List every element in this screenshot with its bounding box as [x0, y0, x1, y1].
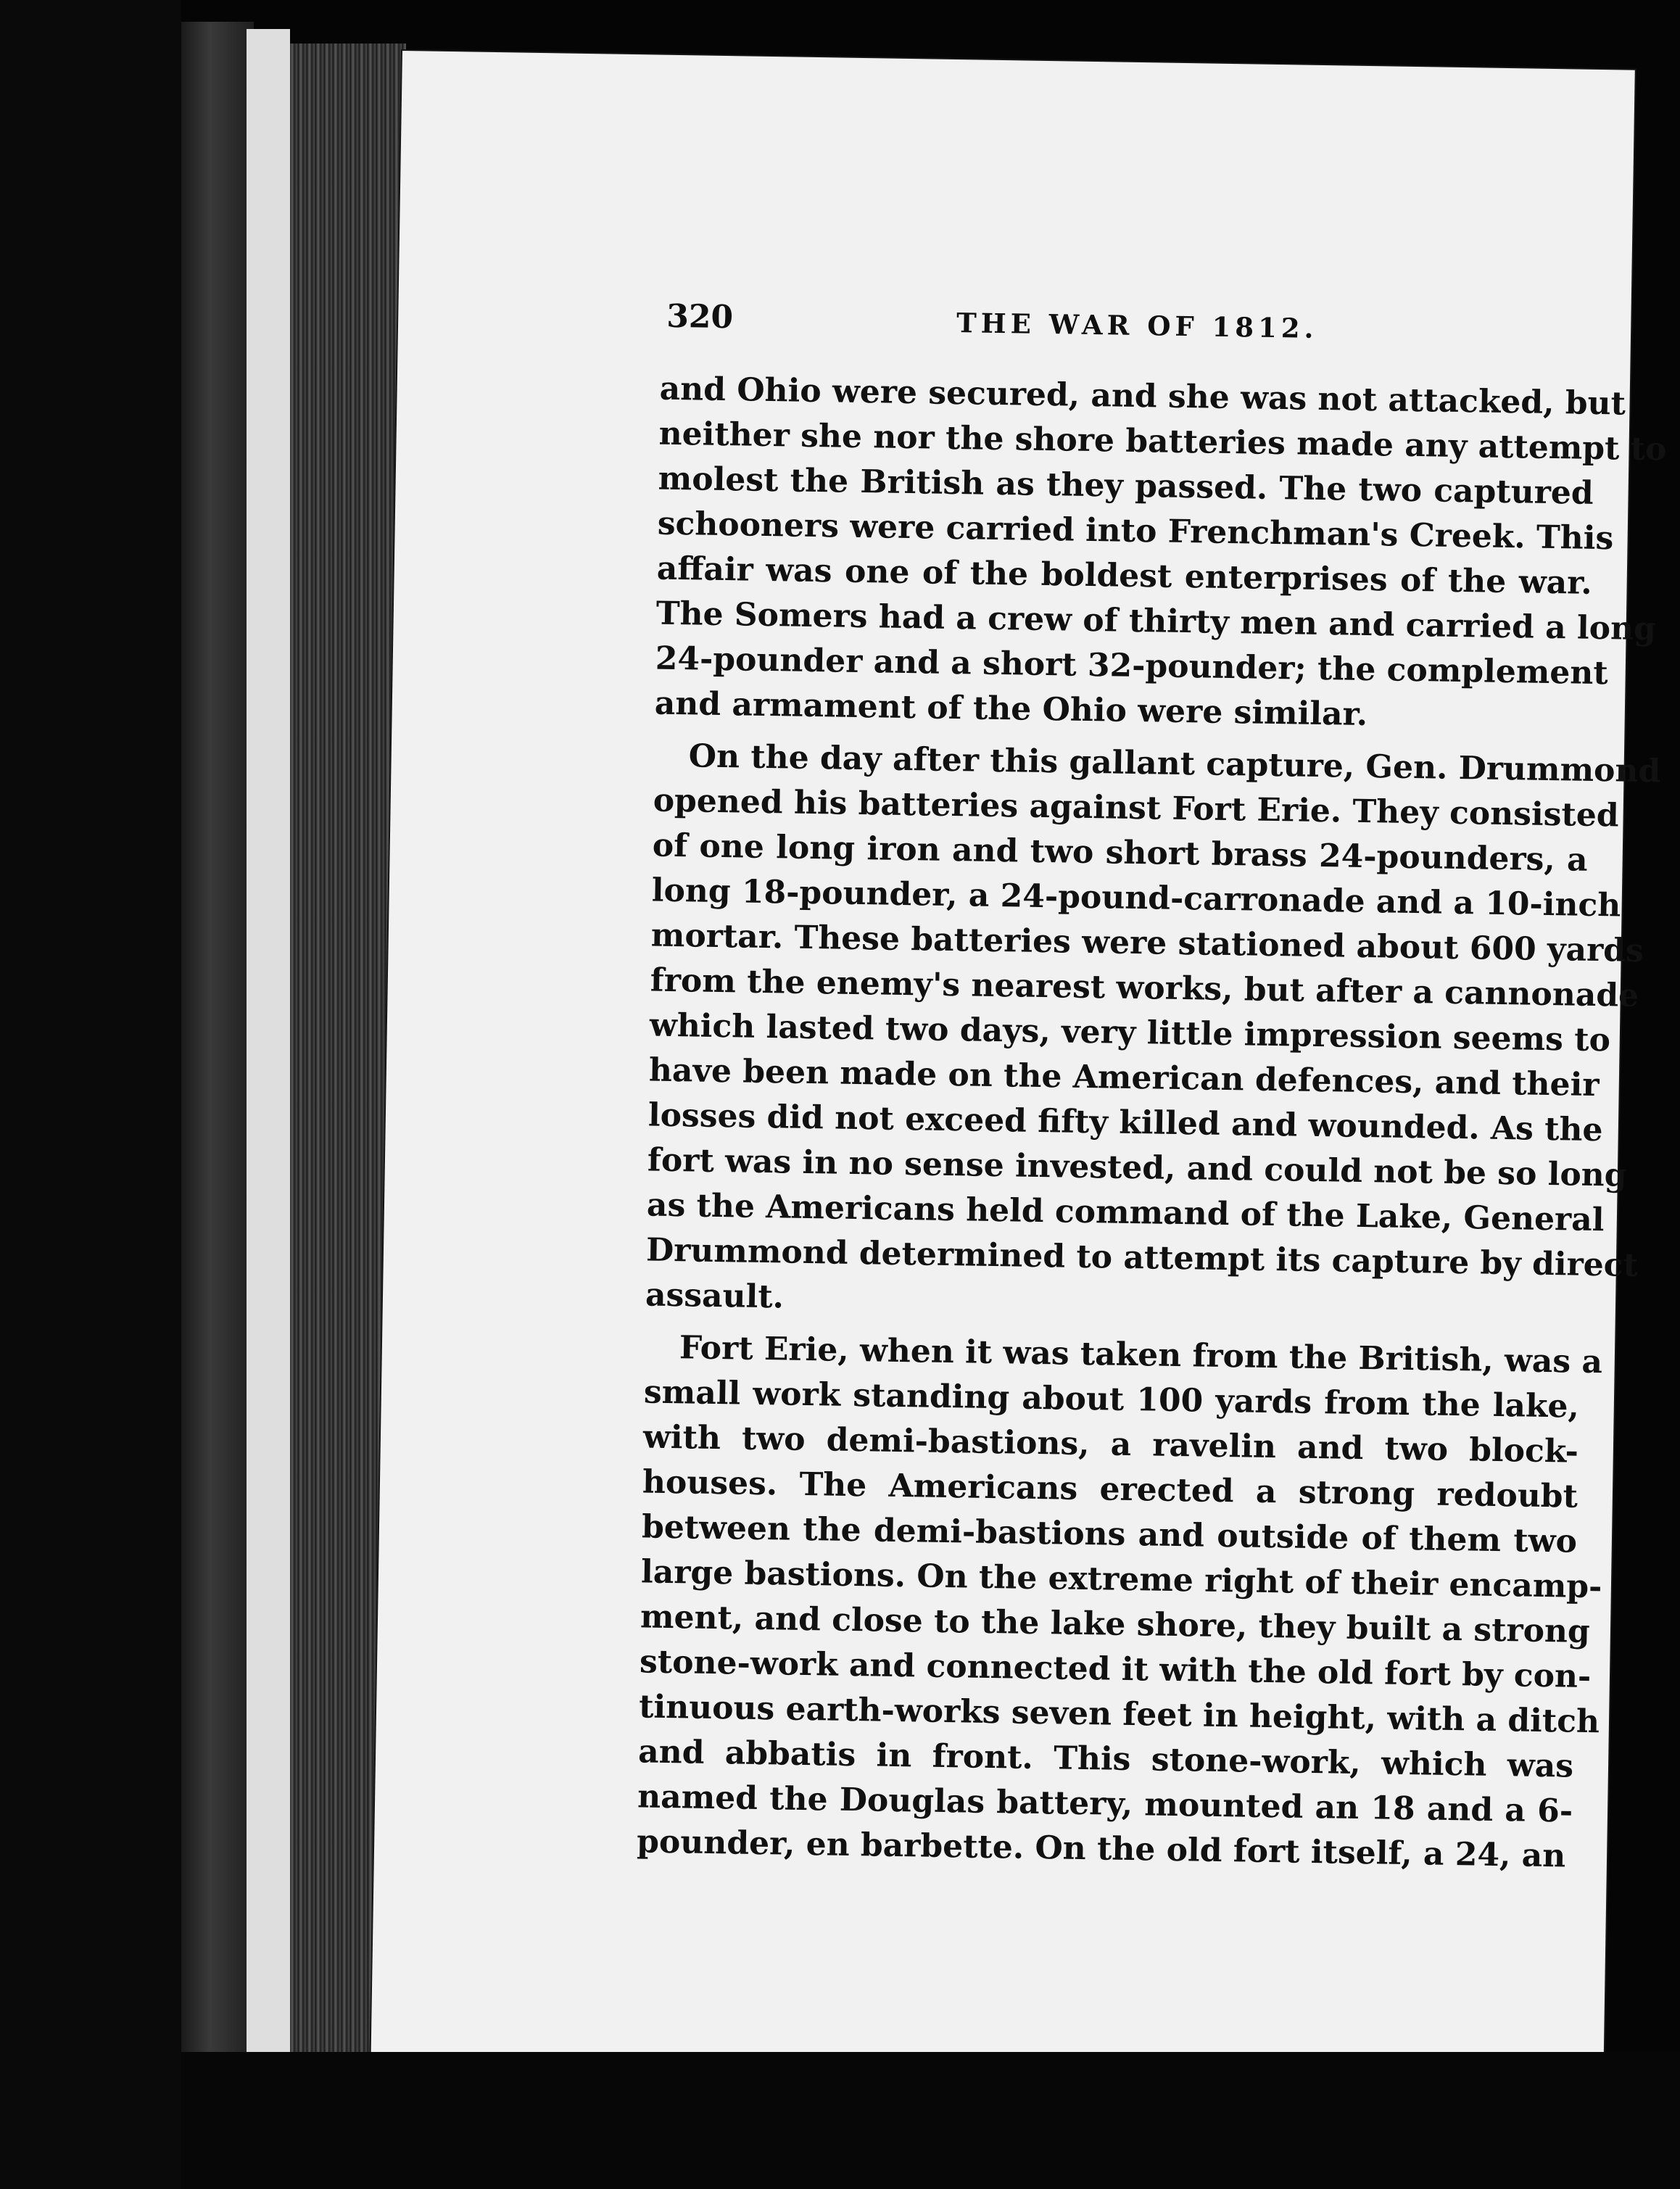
- text-line: named the Douglas battery, mounted an 18 and a 6-: [637, 1778, 1573, 1830]
- text-line: opened his batteries against Fort Erie. They consisted: [653, 782, 1619, 835]
- text-line: large bastions. On the extreme right of their encamp-: [640, 1553, 1602, 1606]
- text-line: Fort Erie, when it was taken from the British, was a: [679, 1329, 1603, 1381]
- text-line: pounder, en barbette. On the old fort itself, a 24, an: [636, 1823, 1566, 1875]
- text-line: between the demi-bastions and outside of them two: [641, 1508, 1578, 1560]
- text-line: fort was in no sense invested, and could not be so long: [647, 1141, 1627, 1194]
- text-line: of one long iron and two short brass 24-pounders, a: [652, 827, 1589, 879]
- page-number: 320: [666, 297, 734, 336]
- text-line: neither she nor the shore batteries made any attempt to: [658, 415, 1667, 468]
- text-line: losses did not exceed fifty killed and wounded. As the: [647, 1096, 1603, 1149]
- paragraph: [645, 734, 1661, 1333]
- text-line: and Ohio were secured, and she was not attacked, but: [659, 370, 1626, 423]
- text-line: affair was one of the boldest enterprises of the war.: [656, 550, 1593, 602]
- book-endpaper: [247, 29, 290, 2095]
- book-cover-edge: [181, 22, 254, 2087]
- page-header: [666, 298, 1587, 371]
- text-line: houses. The Americans erected a strong redoubt: [642, 1463, 1578, 1515]
- text-line: schooners were carried into Frenchman's Creek. This: [657, 505, 1614, 558]
- text-line: mortar. These batteries were stationed about 600 yards: [650, 916, 1644, 970]
- text-line: small work standing about 100 yards from the lake,: [643, 1373, 1580, 1425]
- paragraph: [654, 367, 1667, 741]
- text-line: as the Americans held command of the Lake, General: [646, 1186, 1605, 1239]
- book-page: [371, 51, 1667, 2085]
- scan-bottom-margin: [181, 2052, 1680, 2189]
- text-line: The Somers had a crew of thirty men and carried a long: [655, 595, 1657, 648]
- text-line: and armament of the Ohio were similar.: [654, 684, 1368, 734]
- text-line: which lasted two days, very little impression seems to: [649, 1006, 1611, 1059]
- scan-background: [0, 0, 181, 2189]
- text-line: Drummond determined to attempt its capture by direct: [645, 1231, 1639, 1284]
- text-line: from the enemy's nearest works, but after a cannonade: [650, 961, 1639, 1014]
- text-line: molest the British as they passed. The two captured: [658, 460, 1594, 512]
- text-line: with two demi-bastions, a ravelin and two block-: [642, 1418, 1579, 1470]
- text-line: tinuous earth-works seven feet in height, with a ditch: [638, 1688, 1600, 1741]
- text-line: assault.: [645, 1276, 785, 1316]
- text-line: long 18-pounder, a 24-pound-carronade and a 10-inch: [651, 872, 1621, 924]
- text-line: ment, and close to the lake shore, they built a strong: [640, 1598, 1591, 1650]
- text-line: stone-work and connected it with the old fort by con-: [639, 1643, 1592, 1696]
- text-line: have been made on the American defences, and their: [648, 1051, 1600, 1104]
- text-line: and abbatis in front. This stone-work, which was: [637, 1733, 1574, 1785]
- text-line: On the day after this gallant capture, Gen. Drummond: [688, 737, 1661, 790]
- page-body: [636, 367, 1667, 1887]
- paragraph: [636, 1325, 1603, 1879]
- running-title: THE WAR OF 1812.: [956, 307, 1318, 344]
- text-line: 24-pounder and a short 32-pounder; the complement: [655, 640, 1609, 692]
